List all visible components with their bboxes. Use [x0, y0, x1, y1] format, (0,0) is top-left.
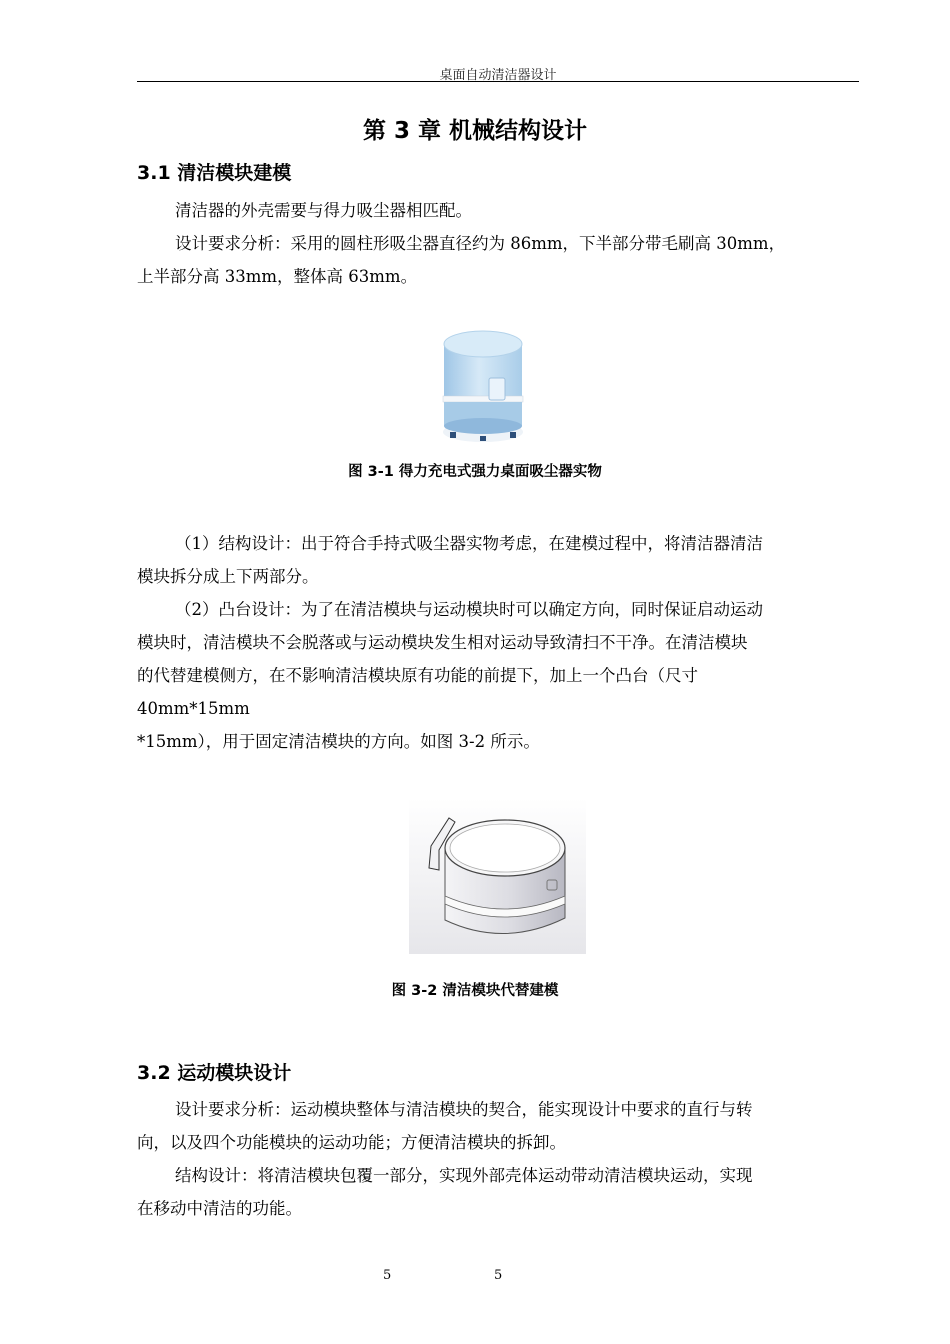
section-heading-3-1: 3.1 清洁模块建模: [137, 162, 292, 184]
cad-model-figure: [409, 798, 586, 954]
s2-p2-line-1: 结构设计：将清洁模块包覆一部分，实现外部壳体运动带动清洁模块运动，实现: [175, 1166, 753, 1185]
section-heading-3-2: 3.2 运动模块设计: [137, 1062, 292, 1084]
paragraph-3: [137, 1093, 859, 1225]
p4-line-1: （2）凸台设计：为了在清洁模块与运动模块时可以确定方向，同时保证启动运动: [175, 600, 763, 619]
figure-3-2-caption: 图 3-2 清洁模块代替建模: [391, 983, 559, 999]
s2-p2-line-2: 在移动中清洁的功能。: [137, 1199, 302, 1218]
p4-line-2: 模块时，清洁模块不会脱落或与运动模块发生相对运动导致清扫不干净。在清洁模块: [137, 633, 748, 652]
s2-p1-line-2: 向，以及四个功能模块的运动功能；方便清洁模块的拆卸。: [137, 1133, 566, 1152]
header-rule: [137, 81, 859, 82]
chapter-title: 第 3 章 机械结构设计: [362, 118, 588, 144]
page-number-right: 5: [494, 1268, 503, 1283]
p4-line-4: 40mm*15mm: [137, 699, 250, 718]
p2-line-1: 设计要求分析：采用的圆柱形吸尘器直径约为 86mm，下半部分带毛刷高 30mm，: [175, 234, 786, 253]
paragraph-2: [137, 527, 859, 758]
s2-p1-line-1: 设计要求分析：运动模块整体与清洁模块的契合，能实现设计中要求的直行与转: [175, 1100, 753, 1119]
p3-line-2: 模块拆分成上下两部分。: [137, 567, 319, 586]
vacuum-photo-figure: [438, 328, 528, 444]
running-header: 桌面自动清洁器设计: [439, 68, 557, 83]
p1-line: 清洁器的外壳需要与得力吸尘器相匹配。: [175, 201, 472, 220]
figure-3-1-caption: 图 3-1 得力充电式强力桌面吸尘器实物: [348, 464, 602, 480]
p4-line-5: *15mm），用于固定清洁模块的方向。如图 3-2 所示。: [137, 732, 540, 751]
page-number-left: 5: [383, 1268, 392, 1283]
p4-line-3: 的代替建模侧方，在不影响清洁模块原有功能的前提下，加上一个凸台（尺寸: [137, 666, 698, 685]
paragraph-1: [137, 194, 859, 293]
p3-line-1: （1）结构设计：出于符合手持式吸尘器实物考虑，在建模过程中，将清洁器清洁: [175, 534, 763, 553]
p2-line-2: 上半部分高 33mm，整体高 63mm。: [137, 267, 418, 286]
